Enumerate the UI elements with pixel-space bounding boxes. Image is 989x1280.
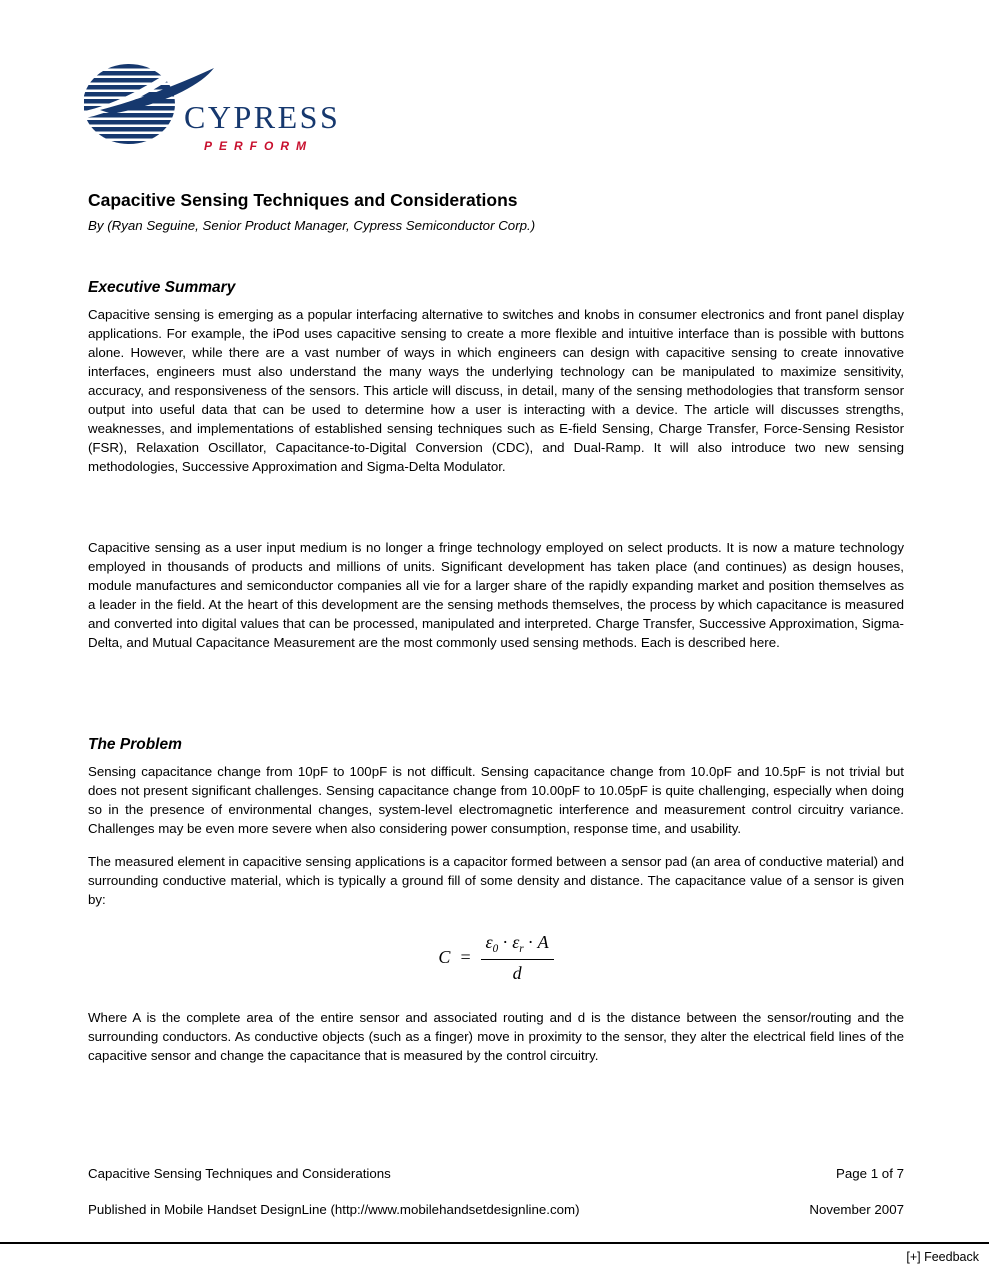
footer-doc-title: Capacitive Sensing Techniques and Considerations — [88, 1166, 391, 1181]
logo-tagline: PERFORM — [204, 139, 313, 153]
page-bottom-rule — [0, 1242, 989, 1244]
footer-row — [88, 1202, 904, 1217]
article-byline: By (Ryan Seguine, Senior Product Manager, Cypress Semiconductor Corp.) — [88, 218, 536, 233]
feedback-link[interactable]: [+] Feedback — [906, 1250, 979, 1264]
formula-dot: · — [502, 932, 509, 952]
footer-row — [88, 1166, 904, 1181]
section-heading-executive-summary: Executive Summary — [88, 279, 236, 296]
article-title: Capacitive Sensing Techniques and Considerations — [88, 190, 518, 210]
formula-lhs: C — [438, 947, 451, 968]
cypress-logo — [84, 60, 424, 162]
formula-epsilon-r: ε — [512, 932, 520, 952]
paragraph: Capacitive sensing as a user input medium is no longer a fringe technology employed on select products. It is now a mature technology employed in thousands of products and millions of units. Significant development has taken place (and continues) as design houses, module manufactures and semiconductor companies all vie for a larger share of the rapidly expanding market and position themselves as a leader in the field. At the heart of this development are the sensing methods themselves, the process by which capacitance is measured and converted into digital values that can be processed, manipulated and interpreted. Charge Transfer, Successive Approximation, Sigma-Delta, and Mutual Capacitance Measurement are the most commonly used sensing methods. Each is described here. — [88, 540, 904, 650]
cypress-logo-svg — [84, 60, 424, 162]
page-footer — [88, 1166, 904, 1217]
paragraph: Sensing capacitance change from 10pF to 100pF is not difficult. Sensing capacitance change from 10.0pF and 10.5pF is not trivial but does not present significant challenges. Sensing capacitance change from 10.00pF to 10.05pF is quite challenging, especially when doing so in the presence of environmental changes, system-level electromagnetic interference and measurement control circuitry variance. Challenges may be even more severe when also considering power consumption, response time, and usability. — [88, 764, 904, 836]
formula-epsilon0: ε — [485, 932, 493, 952]
footer-date: November 2007 — [809, 1202, 904, 1217]
article-body — [88, 190, 904, 1065]
formula-denominator: d — [512, 962, 522, 983]
formula-equals: = — [459, 947, 472, 968]
paragraph: Where A is the complete area of the entire sensor and associated routing and d is the distance between the sensor/routing and the surrounding conductors. As conductive objects (such as a finger) move in proximity to the sensor, they alter the electrical field lines of the capacitive sensor and change the capacitance that is measured by the control circuitry. — [88, 1010, 904, 1064]
section-the-problem — [88, 736, 904, 1065]
footer-publication: Published in Mobile Handset DesignLine (http://www.mobilehandsetdesignline.com) — [88, 1202, 580, 1217]
formula-epsilon-r-sub: r — [519, 942, 524, 955]
capacitance-formula — [88, 931, 904, 984]
formula-fraction — [481, 931, 554, 984]
footer-page-number: Page 1 of 7 — [835, 1166, 904, 1181]
section-heading-the-problem: The Problem — [88, 736, 182, 753]
paragraph: Capacitive sensing is emerging as a popular interfacing alternative to switches and knobs in consumer electronics and front panel display applications. For example, the iPod uses capacitive sensing to create a more flexible and intuitive interface than is possible with buttons alone. However, while there are a vast number of ways in which engineers can design with capacitive sensing to create innovative interfaces, engineers must also understand the many ways the underlying technology can be manipulated to maximize sensitivity, accuracy, and responsiveness of the sensors. This article will discuss, in detail, many of the sensing methodologies that transform sensor output into useful data that can be used to determine how a user is interacting with a device. The article will discusses strengths, weaknesses, and implementations of established sensing techniques such as E-field Sensing, Charge Transfer, Force-Sensing Resistor (FSR), Relaxation Oscillator, Capacitance-to-Digital Conversion (CDC), and Dual-Ramp. It will also introduce two new sensing methodologies, Successive Approximation and Sigma-Delta Modulator. — [88, 307, 904, 474]
formula-epsilon0-sub: 0 — [492, 942, 499, 955]
section-executive-summary — [88, 279, 904, 652]
formula-area: A — [537, 932, 549, 952]
formula-dot: · — [527, 932, 534, 952]
paragraph: The measured element in capacitive sensing applications is a capacitor formed between a sensor pad (an area of conductive material) and surrounding conductive material, which is typically a ground fill of some density and distance. The capacitance value of a sensor is given by: — [88, 854, 904, 907]
formula-numerator — [481, 931, 554, 960]
logo-wordmark: CYPRESS — [184, 99, 341, 135]
